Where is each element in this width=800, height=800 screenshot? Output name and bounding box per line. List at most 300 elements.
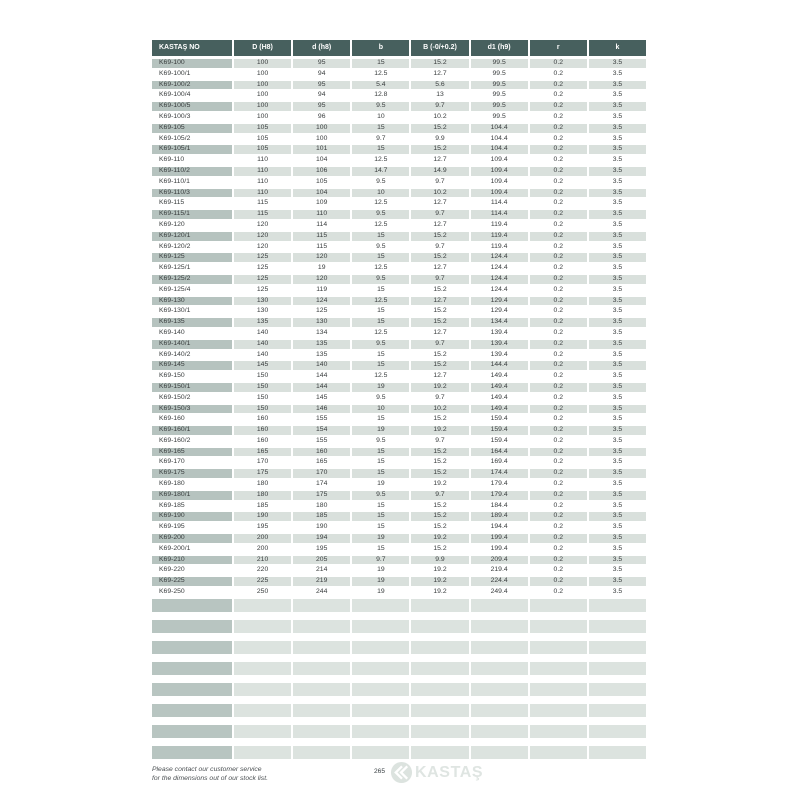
value-cell: 13 xyxy=(411,91,468,100)
value-cell: 3.5 xyxy=(589,426,646,435)
empty-cell xyxy=(589,599,646,612)
value-cell: 219 xyxy=(293,577,350,586)
value-cell: 15 xyxy=(352,232,409,241)
value-cell: 150 xyxy=(234,383,291,392)
value-cell: 95 xyxy=(293,59,350,68)
empty-cell xyxy=(152,641,232,654)
value-cell: 9.7 xyxy=(411,275,468,284)
value-cell: 100 xyxy=(234,102,291,111)
page-number: 265 xyxy=(374,768,386,775)
value-cell: 179.4 xyxy=(471,480,528,489)
value-cell: 15 xyxy=(352,59,409,68)
value-cell: 15.2 xyxy=(411,469,468,478)
part-number-cell: K69-100/5 xyxy=(152,102,232,111)
value-cell: 135 xyxy=(293,351,350,360)
empty-cell xyxy=(471,725,528,738)
value-cell: 3.5 xyxy=(589,178,646,187)
value-cell: 124.4 xyxy=(471,264,528,273)
value-cell: 0.2 xyxy=(530,566,587,575)
value-cell: 185 xyxy=(293,512,350,521)
value-cell: 9.7 xyxy=(411,210,468,219)
value-cell: 200 xyxy=(234,545,291,554)
value-cell: 145 xyxy=(293,394,350,403)
value-cell: 0.2 xyxy=(530,178,587,187)
value-cell: 99.5 xyxy=(471,113,528,122)
value-cell: 15 xyxy=(352,512,409,521)
value-cell: 134 xyxy=(293,329,350,338)
table-row xyxy=(152,502,646,511)
value-cell: 114.4 xyxy=(471,199,528,208)
value-cell: 0.2 xyxy=(530,588,587,597)
value-cell: 214 xyxy=(293,566,350,575)
value-cell: 19 xyxy=(352,566,409,575)
value-cell: 0.2 xyxy=(530,156,587,165)
value-cell: 19.2 xyxy=(411,577,468,586)
value-cell: 185 xyxy=(234,502,291,511)
value-cell: 140 xyxy=(234,351,291,360)
value-cell: 15.2 xyxy=(411,318,468,327)
value-cell: 15 xyxy=(352,448,409,457)
value-cell: 12.5 xyxy=(352,264,409,273)
value-cell: 125 xyxy=(234,253,291,262)
value-cell: 9.7 xyxy=(352,135,409,144)
value-cell: 180 xyxy=(293,502,350,511)
column-header-b-tol: B (-0/+0.2) xyxy=(411,40,468,56)
value-cell: 160 xyxy=(293,448,350,457)
value-cell: 129.4 xyxy=(471,307,528,316)
table-row xyxy=(152,221,646,230)
part-number-cell: K69-120/1 xyxy=(152,232,232,241)
value-cell: 0.2 xyxy=(530,340,587,349)
value-cell: 224.4 xyxy=(471,577,528,586)
value-cell: 0.2 xyxy=(530,545,587,554)
part-number-cell: K69-110 xyxy=(152,156,232,165)
table-row xyxy=(152,243,646,252)
footer-note-line1: Please contact our customer service xyxy=(152,766,262,773)
empty-cell xyxy=(471,683,528,696)
value-cell: 9.5 xyxy=(352,243,409,252)
table-row xyxy=(152,81,646,90)
value-cell: 15.2 xyxy=(411,512,468,521)
value-cell: 164.4 xyxy=(471,448,528,457)
value-cell: 165 xyxy=(293,458,350,467)
part-number-cell: K69-150/3 xyxy=(152,405,232,414)
value-cell: 124.4 xyxy=(471,253,528,262)
value-cell: 3.5 xyxy=(589,156,646,165)
table-row xyxy=(152,448,646,457)
value-cell: 159.4 xyxy=(471,437,528,446)
value-cell: 5.4 xyxy=(352,81,409,90)
empty-cell xyxy=(589,725,646,738)
value-cell: 9.5 xyxy=(352,275,409,284)
value-cell: 9.5 xyxy=(352,178,409,187)
value-cell: 195 xyxy=(293,545,350,554)
kastas-logo-text: KASTAŞ xyxy=(415,764,484,781)
value-cell: 0.2 xyxy=(530,167,587,176)
value-cell: 144.4 xyxy=(471,361,528,370)
table-row xyxy=(152,372,646,381)
value-cell: 0.2 xyxy=(530,145,587,154)
value-cell: 3.5 xyxy=(589,81,646,90)
value-cell: 9.7 xyxy=(352,556,409,565)
empty-cell xyxy=(234,641,291,654)
value-cell: 0.2 xyxy=(530,297,587,306)
value-cell: 149.4 xyxy=(471,405,528,414)
value-cell: 10 xyxy=(352,113,409,122)
value-cell: 19 xyxy=(352,588,409,597)
value-cell: 99.5 xyxy=(471,91,528,100)
value-cell: 3.5 xyxy=(589,491,646,500)
value-cell: 3.5 xyxy=(589,145,646,154)
value-cell: 15 xyxy=(352,458,409,467)
value-cell: 15 xyxy=(352,361,409,370)
value-cell: 12.7 xyxy=(411,199,468,208)
empty-cell xyxy=(471,662,528,675)
table-row xyxy=(152,113,646,122)
empty-cell xyxy=(293,683,350,696)
value-cell: 0.2 xyxy=(530,264,587,273)
value-cell: 160 xyxy=(234,437,291,446)
value-cell: 194 xyxy=(293,534,350,543)
empty-cell xyxy=(293,641,350,654)
value-cell: 9.9 xyxy=(411,135,468,144)
table-row xyxy=(152,426,646,435)
empty-cell xyxy=(589,641,646,654)
empty-stock-rows xyxy=(152,599,646,759)
value-cell: 146 xyxy=(293,405,350,414)
value-cell: 110 xyxy=(234,178,291,187)
table-body xyxy=(152,59,646,597)
value-cell: 105 xyxy=(234,124,291,133)
table-row xyxy=(152,458,646,467)
value-cell: 99.5 xyxy=(471,102,528,111)
value-cell: 124 xyxy=(293,297,350,306)
value-cell: 10.2 xyxy=(411,113,468,122)
part-number-cell: K69-105 xyxy=(152,124,232,133)
part-number-cell: K69-190 xyxy=(152,512,232,521)
empty-cell xyxy=(352,662,409,675)
table-row xyxy=(152,340,646,349)
value-cell: 19 xyxy=(352,383,409,392)
value-cell: 9.5 xyxy=(352,102,409,111)
value-cell: 10.2 xyxy=(411,405,468,414)
empty-cell xyxy=(411,704,468,717)
value-cell: 3.5 xyxy=(589,91,646,100)
part-number-cell: K69-160/1 xyxy=(152,426,232,435)
value-cell: 120 xyxy=(293,275,350,284)
value-cell: 110 xyxy=(234,189,291,198)
kastas-logo-icon xyxy=(390,761,413,784)
value-cell: 119.4 xyxy=(471,243,528,252)
value-cell: 119.4 xyxy=(471,221,528,230)
part-number-cell: K69-120/2 xyxy=(152,243,232,252)
part-number-cell: K69-185 xyxy=(152,502,232,511)
value-cell: 104 xyxy=(293,156,350,165)
value-cell: 19.2 xyxy=(411,588,468,597)
empty-cell xyxy=(530,725,587,738)
value-cell: 0.2 xyxy=(530,81,587,90)
table-row xyxy=(152,199,646,208)
value-cell: 12.5 xyxy=(352,199,409,208)
table-row xyxy=(152,156,646,165)
value-cell: 3.5 xyxy=(589,318,646,327)
table-row xyxy=(152,178,646,187)
value-cell: 15.2 xyxy=(411,545,468,554)
value-cell: 15.2 xyxy=(411,458,468,467)
table-row xyxy=(152,297,646,306)
value-cell: 9.7 xyxy=(411,437,468,446)
part-number-cell: K69-150/2 xyxy=(152,394,232,403)
part-number-cell: K69-110/2 xyxy=(152,167,232,176)
table-row xyxy=(152,523,646,532)
value-cell: 3.5 xyxy=(589,124,646,133)
footer-note-line2: for the dimensions out of our stock list. xyxy=(152,774,268,782)
part-number-cell: K69-200 xyxy=(152,534,232,543)
table-row xyxy=(152,210,646,219)
value-cell: 180 xyxy=(234,491,291,500)
table-row xyxy=(152,415,646,424)
value-cell: 219.4 xyxy=(471,566,528,575)
part-number-cell: K69-180 xyxy=(152,480,232,489)
value-cell: 0.2 xyxy=(530,577,587,586)
value-cell: 15 xyxy=(352,523,409,532)
value-cell: 109.4 xyxy=(471,167,528,176)
value-cell: 12.7 xyxy=(411,372,468,381)
empty-cell xyxy=(589,662,646,675)
value-cell: 0.2 xyxy=(530,70,587,79)
value-cell: 12.5 xyxy=(352,329,409,338)
value-cell: 200 xyxy=(234,534,291,543)
value-cell: 104 xyxy=(293,189,350,198)
empty-row xyxy=(152,599,646,612)
value-cell: 9.9 xyxy=(411,556,468,565)
value-cell: 105 xyxy=(234,135,291,144)
value-cell: 210 xyxy=(234,556,291,565)
value-cell: 160 xyxy=(234,426,291,435)
value-cell: 0.2 xyxy=(530,437,587,446)
value-cell: 9.7 xyxy=(411,491,468,500)
part-number-cell: K69-105/1 xyxy=(152,145,232,154)
value-cell: 3.5 xyxy=(589,545,646,554)
value-cell: 95 xyxy=(293,81,350,90)
value-cell: 10 xyxy=(352,189,409,198)
value-cell: 12.7 xyxy=(411,156,468,165)
part-number-cell: K69-175 xyxy=(152,469,232,478)
value-cell: 109.4 xyxy=(471,178,528,187)
value-cell: 104.4 xyxy=(471,124,528,133)
value-cell: 15.2 xyxy=(411,351,468,360)
part-number-cell: K69-170 xyxy=(152,458,232,467)
value-cell: 9.5 xyxy=(352,437,409,446)
value-cell: 3.5 xyxy=(589,340,646,349)
value-cell: 3.5 xyxy=(589,253,646,262)
value-cell: 110 xyxy=(234,167,291,176)
value-cell: 139.4 xyxy=(471,351,528,360)
value-cell: 0.2 xyxy=(530,351,587,360)
value-cell: 134.4 xyxy=(471,318,528,327)
value-cell: 3.5 xyxy=(589,458,646,467)
value-cell: 139.4 xyxy=(471,340,528,349)
table-row xyxy=(152,534,646,543)
column-header-b: b xyxy=(352,40,409,56)
empty-cell xyxy=(293,599,350,612)
value-cell: 9.5 xyxy=(352,340,409,349)
table-row xyxy=(152,469,646,478)
value-cell: 0.2 xyxy=(530,426,587,435)
value-cell: 0.2 xyxy=(530,243,587,252)
value-cell: 100 xyxy=(234,81,291,90)
value-cell: 0.2 xyxy=(530,394,587,403)
value-cell: 12.7 xyxy=(411,70,468,79)
empty-cell xyxy=(352,599,409,612)
value-cell: 3.5 xyxy=(589,502,646,511)
value-cell: 139.4 xyxy=(471,329,528,338)
empty-cell xyxy=(152,704,232,717)
empty-cell xyxy=(471,641,528,654)
value-cell: 165 xyxy=(234,448,291,457)
empty-cell xyxy=(352,683,409,696)
value-cell: 0.2 xyxy=(530,210,587,219)
value-cell: 110 xyxy=(293,210,350,219)
empty-cell xyxy=(234,599,291,612)
value-cell: 0.2 xyxy=(530,113,587,122)
value-cell: 10 xyxy=(352,405,409,414)
empty-cell xyxy=(471,746,528,759)
value-cell: 9.5 xyxy=(352,491,409,500)
value-cell: 15 xyxy=(352,415,409,424)
table-row xyxy=(152,264,646,273)
value-cell: 125 xyxy=(234,264,291,273)
value-cell: 3.5 xyxy=(589,351,646,360)
part-number-cell: K69-195 xyxy=(152,523,232,532)
value-cell: 15.2 xyxy=(411,523,468,532)
part-number-cell: K69-150 xyxy=(152,372,232,381)
value-cell: 179.4 xyxy=(471,491,528,500)
table-row xyxy=(152,318,646,327)
value-cell: 194.4 xyxy=(471,523,528,532)
value-cell: 0.2 xyxy=(530,523,587,532)
empty-cell xyxy=(589,746,646,759)
value-cell: 149.4 xyxy=(471,372,528,381)
value-cell: 9.7 xyxy=(411,102,468,111)
part-number-cell: K69-100/2 xyxy=(152,81,232,90)
value-cell: 19 xyxy=(352,534,409,543)
empty-cell xyxy=(152,662,232,675)
value-cell: 109.4 xyxy=(471,189,528,198)
empty-cell xyxy=(530,746,587,759)
value-cell: 19 xyxy=(352,480,409,489)
table-row xyxy=(152,189,646,198)
value-cell: 199.4 xyxy=(471,534,528,543)
value-cell: 0.2 xyxy=(530,383,587,392)
table-row xyxy=(152,286,646,295)
value-cell: 0.2 xyxy=(530,480,587,489)
value-cell: 150 xyxy=(234,405,291,414)
empty-cell xyxy=(152,683,232,696)
value-cell: 180 xyxy=(234,480,291,489)
empty-cell xyxy=(589,620,646,633)
value-cell: 160 xyxy=(234,415,291,424)
value-cell: 12.5 xyxy=(352,221,409,230)
value-cell: 3.5 xyxy=(589,448,646,457)
empty-cell xyxy=(411,641,468,654)
part-number-cell: K69-250 xyxy=(152,588,232,597)
value-cell: 95 xyxy=(293,102,350,111)
value-cell: 15 xyxy=(352,286,409,295)
empty-cell xyxy=(152,725,232,738)
empty-cell xyxy=(352,641,409,654)
value-cell: 140 xyxy=(234,340,291,349)
table-row xyxy=(152,545,646,554)
empty-cell xyxy=(234,704,291,717)
value-cell: 19 xyxy=(352,577,409,586)
part-number-cell: K69-115 xyxy=(152,199,232,208)
empty-cell xyxy=(152,620,232,633)
value-cell: 15.2 xyxy=(411,307,468,316)
value-cell: 10.2 xyxy=(411,189,468,198)
value-cell: 124.4 xyxy=(471,275,528,284)
value-cell: 19 xyxy=(352,426,409,435)
value-cell: 94 xyxy=(293,70,350,79)
table-row xyxy=(152,232,646,241)
value-cell: 9.7 xyxy=(411,178,468,187)
value-cell: 0.2 xyxy=(530,329,587,338)
value-cell: 104.4 xyxy=(471,135,528,144)
value-cell: 105 xyxy=(234,145,291,154)
part-number-cell: K69-125/1 xyxy=(152,264,232,273)
value-cell: 120 xyxy=(234,232,291,241)
value-cell: 12.5 xyxy=(352,156,409,165)
value-cell: 115 xyxy=(293,243,350,252)
empty-row xyxy=(152,662,646,675)
value-cell: 3.5 xyxy=(589,135,646,144)
part-number-cell: K69-220 xyxy=(152,566,232,575)
part-number-cell: K69-125 xyxy=(152,253,232,262)
table-row xyxy=(152,91,646,100)
value-cell: 0.2 xyxy=(530,361,587,370)
value-cell: 3.5 xyxy=(589,189,646,198)
part-number-cell: K69-105/2 xyxy=(152,135,232,144)
value-cell: 19.2 xyxy=(411,426,468,435)
value-cell: 101 xyxy=(293,145,350,154)
part-number-cell: K69-140 xyxy=(152,329,232,338)
value-cell: 105 xyxy=(293,178,350,187)
value-cell: 115 xyxy=(234,199,291,208)
value-cell: 159.4 xyxy=(471,415,528,424)
value-cell: 3.5 xyxy=(589,329,646,338)
value-cell: 19.2 xyxy=(411,480,468,489)
value-cell: 209.4 xyxy=(471,556,528,565)
value-cell: 15.2 xyxy=(411,286,468,295)
value-cell: 3.5 xyxy=(589,405,646,414)
value-cell: 3.5 xyxy=(589,307,646,316)
part-number-cell: K69-150/1 xyxy=(152,383,232,392)
value-cell: 99.5 xyxy=(471,59,528,68)
value-cell: 15.2 xyxy=(411,232,468,241)
value-cell: 15.2 xyxy=(411,253,468,262)
value-cell: 130 xyxy=(234,307,291,316)
value-cell: 3.5 xyxy=(589,221,646,230)
part-number-cell: K69-225 xyxy=(152,577,232,586)
value-cell: 0.2 xyxy=(530,199,587,208)
part-number-cell: K69-200/1 xyxy=(152,545,232,554)
value-cell: 12.7 xyxy=(411,264,468,273)
value-cell: 15 xyxy=(352,145,409,154)
value-cell: 12.7 xyxy=(411,329,468,338)
empty-cell xyxy=(293,746,350,759)
empty-row xyxy=(152,683,646,696)
value-cell: 205 xyxy=(293,556,350,565)
